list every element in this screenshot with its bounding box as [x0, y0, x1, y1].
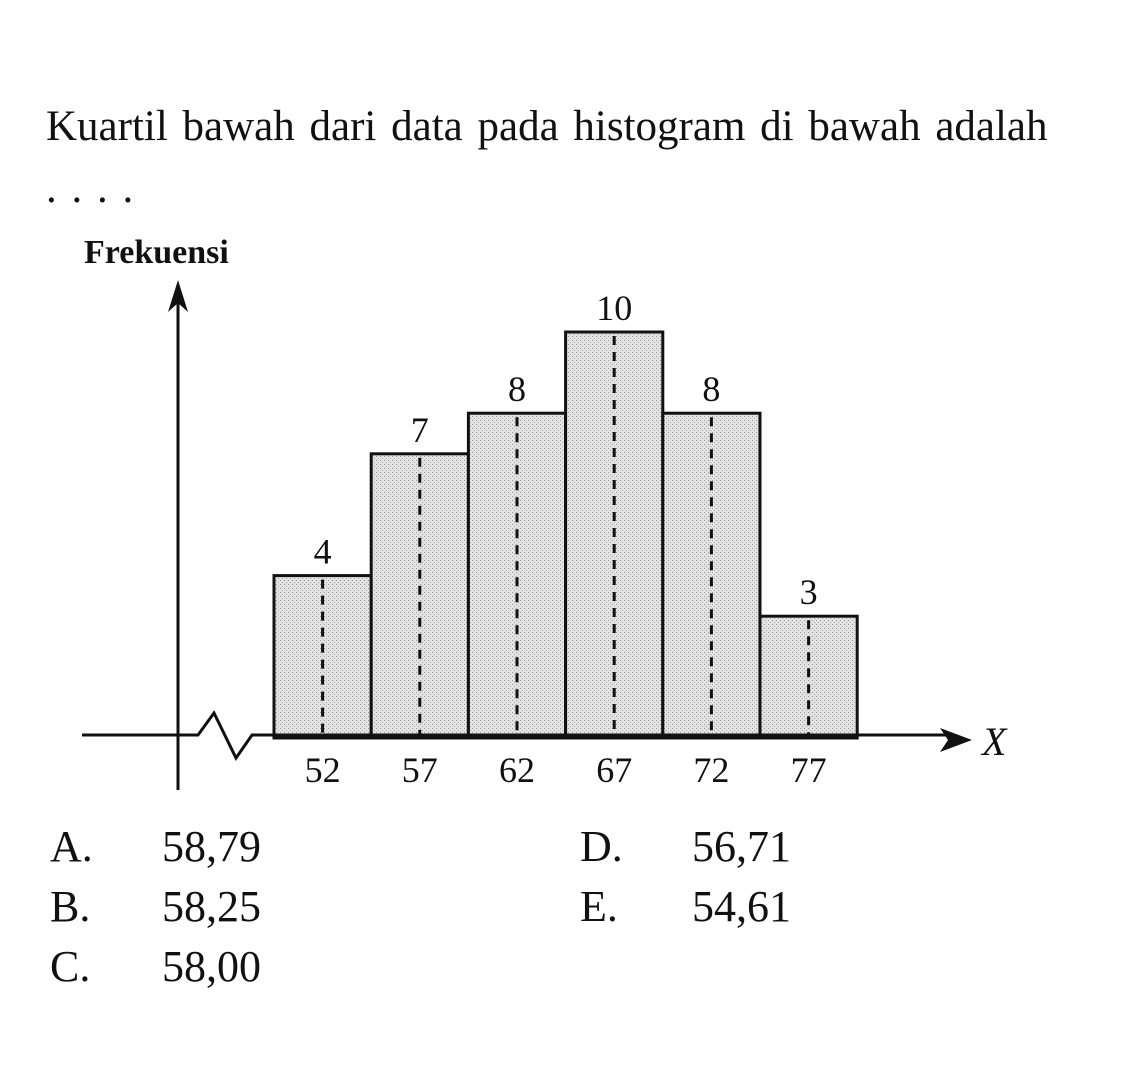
data-label-52: 4 [313, 531, 332, 572]
data-label-62: 8 [508, 369, 526, 410]
x-axis-arrow [940, 728, 972, 752]
x-axis-label: X [982, 719, 1007, 764]
x-tick-label-77: 77 [790, 750, 827, 790]
option-b[interactable] [50, 882, 261, 932]
option-c[interactable] [50, 942, 261, 992]
option-c-value: 58,00 [162, 942, 261, 991]
option-a[interactable] [50, 822, 261, 872]
data-label-77: 3 [799, 572, 818, 613]
x-tick-label-67: 67 [596, 750, 633, 790]
option-e-value: 54,61 [692, 882, 791, 931]
option-b-value: 58,25 [162, 882, 261, 931]
y-axis-label: Frekuensi [84, 234, 229, 271]
data-label-72: 8 [702, 369, 721, 410]
option-b-letter: B. [50, 882, 91, 931]
x-tick-label-62: 62 [499, 750, 535, 790]
question-text: Kuartil bawah dari data pada histogram di bawah adalah . . . . [46, 103, 1048, 212]
data-label-57: 7 [410, 409, 429, 450]
option-e[interactable] [580, 882, 791, 932]
option-a-value: 58,79 [162, 822, 261, 871]
option-e-letter: E. [580, 882, 618, 931]
option-d[interactable] [580, 822, 791, 872]
option-d-value: 56,71 [692, 822, 791, 871]
x-tick-label-57: 57 [401, 750, 438, 790]
x-tick-label-52: 52 [304, 750, 341, 790]
bars-group [274, 288, 857, 790]
x-tick-label-72: 72 [693, 750, 730, 790]
data-label-67: 10 [596, 288, 633, 328]
option-d-letter: D. [580, 822, 623, 871]
option-a-letter: A. [50, 822, 93, 871]
option-c-letter: C. [50, 942, 91, 991]
